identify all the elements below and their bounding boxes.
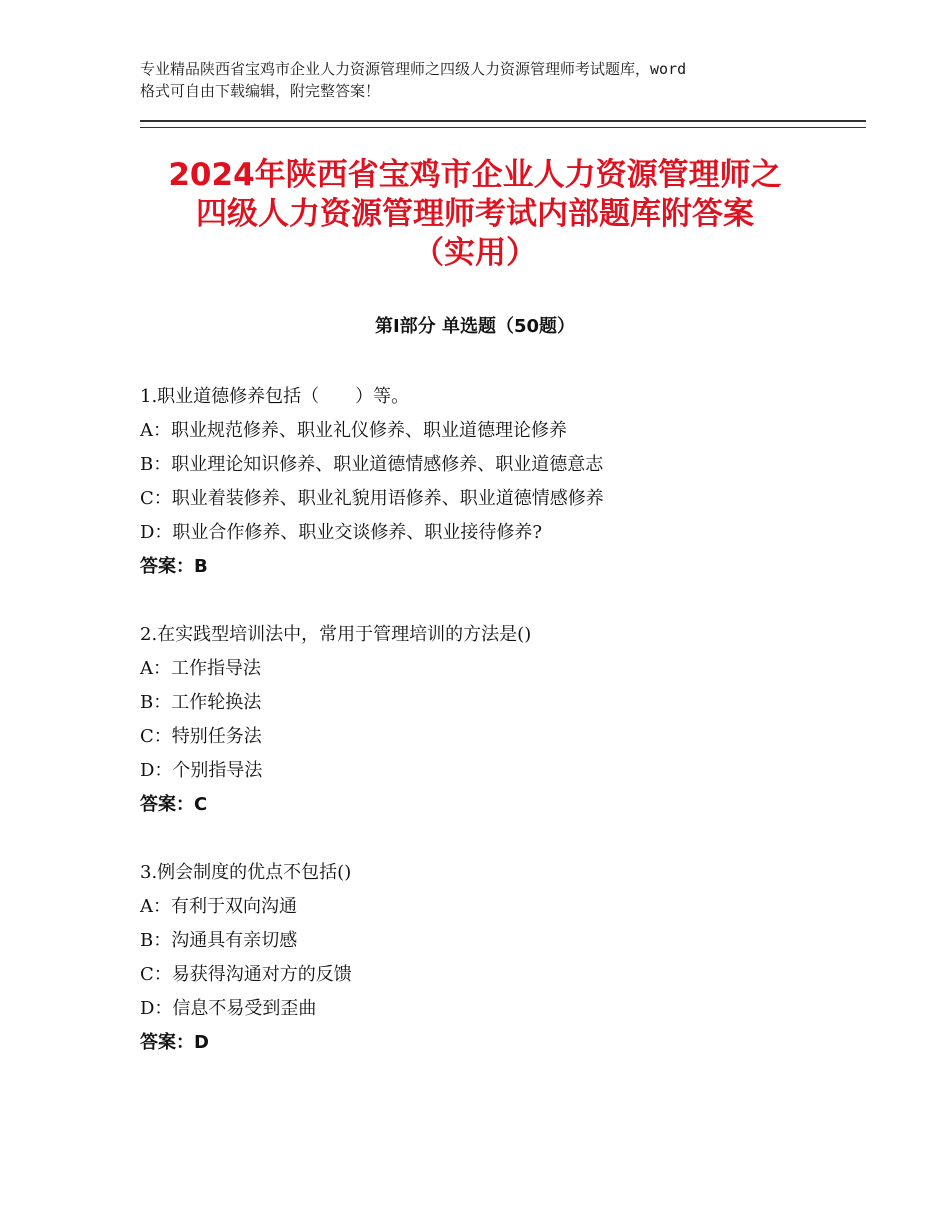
option-c: C：职业着装修养、职业礼貌用语修养、职业道德情感修养 bbox=[140, 488, 604, 509]
header-divider bbox=[140, 120, 866, 128]
option-a: A：工作指导法 bbox=[140, 658, 261, 679]
question-2 bbox=[140, 618, 860, 822]
answer: 答案：B bbox=[140, 556, 208, 577]
header-line-1: 专业精品陕西省宝鸡市企业人力资源管理师之四级人力资源管理师考试题库，word bbox=[140, 60, 687, 78]
option-b: B：工作轮换法 bbox=[140, 692, 262, 713]
question-1 bbox=[140, 380, 860, 584]
title-line-3: （实用） bbox=[413, 235, 537, 271]
answer: 答案：C bbox=[140, 794, 208, 815]
option-b: B：沟通具有亲切感 bbox=[140, 930, 298, 951]
option-d: D：信息不易受到歪曲 bbox=[140, 998, 317, 1019]
option-d: D：职业合作修养、职业交谈修养、职业接待修养? bbox=[140, 522, 543, 543]
option-d: D：个别指导法 bbox=[140, 760, 263, 781]
option-c: C：易获得沟通对方的反馈 bbox=[140, 964, 352, 985]
document-title bbox=[100, 156, 850, 273]
section-heading: 第Ⅰ部分 单选题（50题） bbox=[374, 316, 575, 337]
option-c: C：特别任务法 bbox=[140, 726, 262, 747]
page-header bbox=[140, 58, 830, 102]
option-a: A：职业规范修养、职业礼仪修养、职业道德理论修养 bbox=[140, 420, 567, 441]
header-line-2: 格式可自由下载编辑，附完整答案！ bbox=[140, 82, 381, 100]
question-stem: 1.职业道德修养包括（ ）等。 bbox=[140, 386, 410, 407]
question-list bbox=[140, 380, 860, 1094]
question-stem: 2.在实践型培训法中，常用于管理培训的方法是() bbox=[140, 624, 532, 645]
option-a: A：有利于双向沟通 bbox=[140, 896, 297, 917]
question-3 bbox=[140, 856, 860, 1060]
option-b: B：职业理论知识修养、职业道德情感修养、职业道德意志 bbox=[140, 454, 604, 475]
title-line-2: 四级人力资源管理师考试内部题库附答案 bbox=[196, 196, 754, 232]
question-stem: 3.例会制度的优点不包括() bbox=[140, 862, 352, 883]
answer: 答案：D bbox=[140, 1032, 209, 1053]
title-line-1: 2024年陕西省宝鸡市企业人力资源管理师之 bbox=[168, 157, 782, 193]
